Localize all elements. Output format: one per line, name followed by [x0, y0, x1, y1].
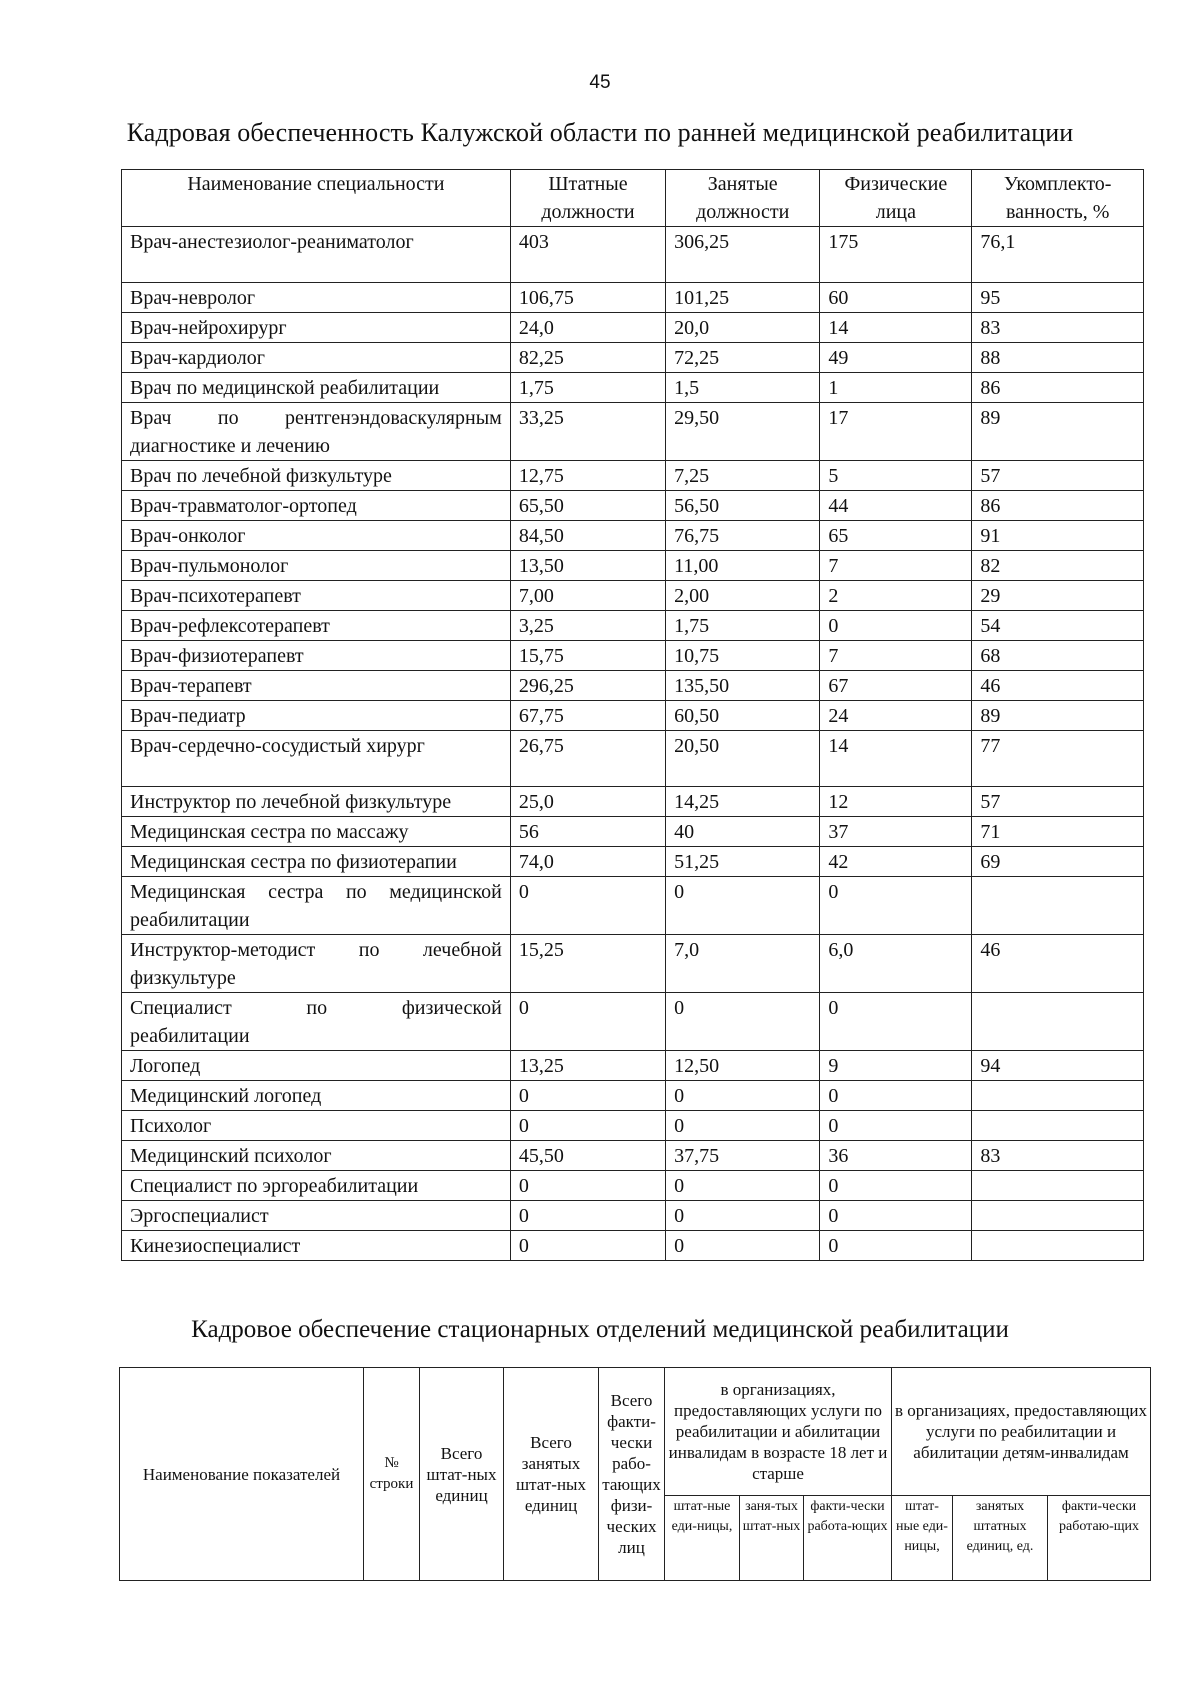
specialty-name: Врач по медицинской реабилитации: [122, 373, 511, 403]
specialty-name-line1: Инструктор-методист по лечебной: [130, 939, 502, 961]
physical-persons-cell: 36: [820, 1141, 972, 1171]
staff-positions-cell: 82,25: [510, 343, 665, 373]
physical-persons-cell: 7: [820, 551, 972, 581]
staff-positions-cell: 15,25: [510, 935, 665, 993]
table-row: [122, 993, 1144, 1051]
table-row: [122, 373, 1144, 403]
staffing-percent-cell: [972, 1171, 1144, 1201]
specialty-name: Медицинская сестра по массажу: [122, 817, 511, 847]
specialty-name: Врач-рефлексотерапевт: [122, 611, 511, 641]
t2-header-total-staff: Всего штат-ных единиц: [420, 1368, 504, 1581]
table-row: [122, 817, 1144, 847]
physical-persons-cell: 0: [820, 1231, 972, 1261]
staff-positions-cell: 3,25: [510, 611, 665, 641]
staff-positions-cell: 0: [510, 1171, 665, 1201]
occupied-positions-cell: 51,25: [666, 847, 820, 877]
staffing-percent-cell: 46: [972, 671, 1144, 701]
staff-positions-cell: 56: [510, 817, 665, 847]
staffing-percent-cell: 86: [972, 373, 1144, 403]
specialty-name: Врач-травматолог-ортопед: [122, 491, 511, 521]
physical-persons-cell: 24: [820, 701, 972, 731]
physical-persons-cell: 9: [820, 1051, 972, 1081]
specialty-name-line1: Медицинская сестра по медицинской: [130, 881, 502, 903]
staff-positions-cell: 0: [510, 877, 665, 935]
header-physical-persons: Физические лица: [820, 170, 972, 227]
occupied-positions-cell: 0: [666, 1171, 820, 1201]
header-occupied-positions: Занятые должности: [666, 170, 820, 227]
specialty-name: Врач по лечебной физкультуре: [122, 461, 511, 491]
physical-persons-cell: 0: [820, 877, 972, 935]
table-row: [122, 313, 1144, 343]
staff-positions-cell: 1,75: [510, 373, 665, 403]
staff-positions-cell: 296,25: [510, 671, 665, 701]
specialty-name: Врач-анестезиолог-реаниматолог: [122, 227, 511, 283]
occupied-positions-cell: 14,25: [666, 787, 820, 817]
staffing-percent-cell: 94: [972, 1051, 1144, 1081]
occupied-positions-cell: 7,25: [666, 461, 820, 491]
physical-persons-cell: 1: [820, 373, 972, 403]
occupied-positions-cell: 0: [666, 877, 820, 935]
staff-positions-cell: 0: [510, 1111, 665, 1141]
occupied-positions-cell: 135,50: [666, 671, 820, 701]
specialty-name: Психолог: [122, 1111, 511, 1141]
table-row: [122, 1081, 1144, 1111]
specialty-name: Логопед: [122, 1051, 511, 1081]
t2-header-total-working: Всего факти-чески рабо-тающих физи-ческих лиц: [599, 1368, 665, 1581]
occupied-positions-cell: 11,00: [666, 551, 820, 581]
specialty-name: Врач-педиатр: [122, 701, 511, 731]
table-row: [122, 1201, 1144, 1231]
occupied-positions-cell: 20,50: [666, 731, 820, 787]
t2-header-children-group: в организациях, предоставляющих услуги по реабилитации и абилитации детям-инвалидам: [892, 1368, 1151, 1496]
table-row: [122, 461, 1144, 491]
table-row: [122, 491, 1144, 521]
table-row: [122, 581, 1144, 611]
staff-positions-cell: 74,0: [510, 847, 665, 877]
t2-child-staff: штат-ные еди-ницы,: [892, 1496, 953, 1581]
staffing-table: [121, 169, 1144, 1261]
specialty-name: Эргоспециалист: [122, 1201, 511, 1231]
staffing-percent-cell: [972, 1111, 1144, 1141]
staff-positions-cell: 0: [510, 1231, 665, 1261]
staff-positions-cell: 13,25: [510, 1051, 665, 1081]
specialty-name: Врач-онколог: [122, 521, 511, 551]
physical-persons-cell: 49: [820, 343, 972, 373]
specialty-name: Инструктор по лечебной физкультуре: [122, 787, 511, 817]
staff-positions-cell: 84,50: [510, 521, 665, 551]
specialty-name-line2: реабилитации: [130, 909, 250, 931]
table-row: [122, 1231, 1144, 1261]
staff-positions-cell: 65,50: [510, 491, 665, 521]
specialty-name-line2: реабилитации: [130, 1025, 250, 1047]
table-row: [122, 1111, 1144, 1141]
specialty-name-line2: физкультуре: [130, 967, 236, 989]
staffing-percent-cell: 46: [972, 935, 1144, 993]
staffing-percent-cell: 91: [972, 521, 1144, 551]
occupied-positions-cell: 0: [666, 1231, 820, 1261]
physical-persons-cell: 17: [820, 403, 972, 461]
occupied-positions-cell: 1,75: [666, 611, 820, 641]
specialty-name: [122, 993, 511, 1051]
table-row: [122, 671, 1144, 701]
occupied-positions-cell: 72,25: [666, 343, 820, 373]
occupied-positions-cell: 37,75: [666, 1141, 820, 1171]
specialty-name-line1: Врач по рентгенэндоваскулярным: [130, 407, 502, 429]
occupied-positions-cell: 7,0: [666, 935, 820, 993]
staffing-percent-cell: 29: [972, 581, 1144, 611]
staffing-percent-cell: 95: [972, 283, 1144, 313]
specialty-name: Медицинский логопед: [122, 1081, 511, 1111]
physical-persons-cell: 67: [820, 671, 972, 701]
physical-persons-cell: 60: [820, 283, 972, 313]
staffing-percent-cell: 86: [972, 491, 1144, 521]
staffing-percent-cell: [972, 1201, 1144, 1231]
inpatient-staffing-table: [119, 1367, 1151, 1581]
t2-adult-working: факти-чески работа-ющих: [804, 1496, 892, 1581]
physical-persons-cell: 2: [820, 581, 972, 611]
occupied-positions-cell: 12,50: [666, 1051, 820, 1081]
t2-adult-staff: штат-ные еди-ницы,: [665, 1496, 740, 1581]
occupied-positions-cell: 10,75: [666, 641, 820, 671]
occupied-positions-cell: 0: [666, 1111, 820, 1141]
specialty-name: Врач-пульмонолог: [122, 551, 511, 581]
specialty-name-line2: диагностике и лечению: [130, 435, 330, 457]
table-row: [122, 343, 1144, 373]
staffing-percent-cell: 76,1: [972, 227, 1144, 283]
t2-header-name: Наименование показателей: [120, 1368, 364, 1581]
physical-persons-cell: 0: [820, 1201, 972, 1231]
specialty-name: Врач-психотерапевт: [122, 581, 511, 611]
staff-positions-cell: 0: [510, 993, 665, 1051]
physical-persons-cell: 0: [820, 993, 972, 1051]
staff-positions-cell: 33,25: [510, 403, 665, 461]
staff-positions-cell: 12,75: [510, 461, 665, 491]
t2-adult-occupied: заня-тых штат-ных: [740, 1496, 804, 1581]
occupied-positions-cell: 306,25: [666, 227, 820, 283]
page-number: 45: [589, 72, 611, 93]
occupied-positions-cell: 0: [666, 1081, 820, 1111]
physical-persons-cell: 0: [820, 1081, 972, 1111]
occupied-positions-cell: 20,0: [666, 313, 820, 343]
table-row: [122, 641, 1144, 671]
specialty-name: Врач-кардиолог: [122, 343, 511, 373]
staff-positions-cell: 15,75: [510, 641, 665, 671]
physical-persons-cell: 0: [820, 611, 972, 641]
t2-header-adults-group: в организациях, предоставляющих услуги по реабилитации и абилитации инвалидам в возрасте 18 лет и старше: [665, 1368, 892, 1496]
table-row: [122, 283, 1144, 313]
table-row: [122, 403, 1144, 461]
specialty-name: Кинезиоспециалист: [122, 1231, 511, 1261]
physical-persons-cell: 65: [820, 521, 972, 551]
specialty-name: Врач-физиотерапевт: [122, 641, 511, 671]
table-row: [122, 877, 1144, 935]
staffing-percent-cell: 68: [972, 641, 1144, 671]
table-row: [122, 551, 1144, 581]
staff-positions-cell: 25,0: [510, 787, 665, 817]
staffing-percent-cell: 83: [972, 1141, 1144, 1171]
staffing-percent-cell: [972, 1081, 1144, 1111]
occupied-positions-cell: 0: [666, 1201, 820, 1231]
physical-persons-cell: 44: [820, 491, 972, 521]
physical-persons-cell: 0: [820, 1111, 972, 1141]
t2-header-total-occupied: Всего занятых штат-ных единиц: [504, 1368, 599, 1581]
table-row: [122, 731, 1144, 787]
physical-persons-cell: 14: [820, 731, 972, 787]
staff-positions-cell: 106,75: [510, 283, 665, 313]
staff-positions-cell: 26,75: [510, 731, 665, 787]
staff-positions-cell: 0: [510, 1081, 665, 1111]
staffing-percent-cell: 89: [972, 403, 1144, 461]
occupied-positions-cell: 1,5: [666, 373, 820, 403]
table-row: [122, 1141, 1144, 1171]
staffing-percent-cell: 54: [972, 611, 1144, 641]
specialty-name: Врач-терапевт: [122, 671, 511, 701]
header-specialty: Наименование специальности: [122, 170, 511, 227]
table-row: [122, 701, 1144, 731]
staff-positions-cell: 24,0: [510, 313, 665, 343]
t2-child-working: факти-чески работаю-щих: [1048, 1496, 1151, 1581]
specialty-name: Врач-нейрохирург: [122, 313, 511, 343]
staff-positions-cell: 13,50: [510, 551, 665, 581]
staffing-percent-cell: 88: [972, 343, 1144, 373]
header-staff-positions: Штатные должности: [510, 170, 665, 227]
table-row: [122, 847, 1144, 877]
staffing-percent-cell: 77: [972, 731, 1144, 787]
specialty-name: Врач-сердечно-сосудистый хирург: [122, 731, 511, 787]
staffing-percent-cell: 71: [972, 817, 1144, 847]
table-row: [122, 935, 1144, 993]
occupied-positions-cell: 29,50: [666, 403, 820, 461]
staff-positions-cell: 0: [510, 1201, 665, 1231]
table-row: [122, 1051, 1144, 1081]
staffing-percent-cell: 83: [972, 313, 1144, 343]
occupied-positions-cell: 56,50: [666, 491, 820, 521]
occupied-positions-cell: 76,75: [666, 521, 820, 551]
specialty-name-line1: Специалист по физической: [130, 997, 502, 1019]
staff-positions-cell: 7,00: [510, 581, 665, 611]
occupied-positions-cell: 0: [666, 993, 820, 1051]
staffing-percent-cell: 69: [972, 847, 1144, 877]
specialty-name: [122, 403, 511, 461]
physical-persons-cell: 37: [820, 817, 972, 847]
physical-persons-cell: 6,0: [820, 935, 972, 993]
staffing-percent-cell: 57: [972, 787, 1144, 817]
physical-persons-cell: 42: [820, 847, 972, 877]
staff-positions-cell: 45,50: [510, 1141, 665, 1171]
table-row: [122, 227, 1144, 283]
specialty-name: [122, 935, 511, 993]
specialty-name: Медицинский психолог: [122, 1141, 511, 1171]
staffing-percent-cell: 89: [972, 701, 1144, 731]
table1-title: Кадровая обеспеченность Калужской области по ранней медицинской реабилитации: [126, 118, 1074, 147]
table-row: [122, 787, 1144, 817]
occupied-positions-cell: 101,25: [666, 283, 820, 313]
physical-persons-cell: 175: [820, 227, 972, 283]
physical-persons-cell: 12: [820, 787, 972, 817]
t2-child-occupied: занятых штатных единиц, ед.: [953, 1496, 1048, 1581]
table-row: [122, 521, 1144, 551]
specialty-name: Медицинская сестра по физиотерапии: [122, 847, 511, 877]
staffing-percent-cell: 82: [972, 551, 1144, 581]
staffing-percent-cell: 57: [972, 461, 1144, 491]
physical-persons-cell: 14: [820, 313, 972, 343]
occupied-positions-cell: 60,50: [666, 701, 820, 731]
staff-positions-cell: 67,75: [510, 701, 665, 731]
staffing-table-body: [122, 227, 1144, 1261]
occupied-positions-cell: 40: [666, 817, 820, 847]
staffing-percent-cell: [972, 877, 1144, 935]
table2-title: Кадровое обеспечение стационарных отделений медицинской реабилитации: [191, 1316, 1009, 1343]
specialty-name: Специалист по эргореабилитации: [122, 1171, 511, 1201]
staffing-percent-cell: [972, 1231, 1144, 1261]
header-staffing-percent: Укомплекто-ванность, %: [972, 170, 1144, 227]
specialty-name: Врач-невролог: [122, 283, 511, 313]
physical-persons-cell: 0: [820, 1171, 972, 1201]
table-row: [122, 611, 1144, 641]
physical-persons-cell: 5: [820, 461, 972, 491]
t2-header-row-no: № строки: [364, 1368, 420, 1581]
table-row: [122, 1171, 1144, 1201]
physical-persons-cell: 7: [820, 641, 972, 671]
specialty-name: [122, 877, 511, 935]
occupied-positions-cell: 2,00: [666, 581, 820, 611]
staffing-percent-cell: [972, 993, 1144, 1051]
staff-positions-cell: 403: [510, 227, 665, 283]
